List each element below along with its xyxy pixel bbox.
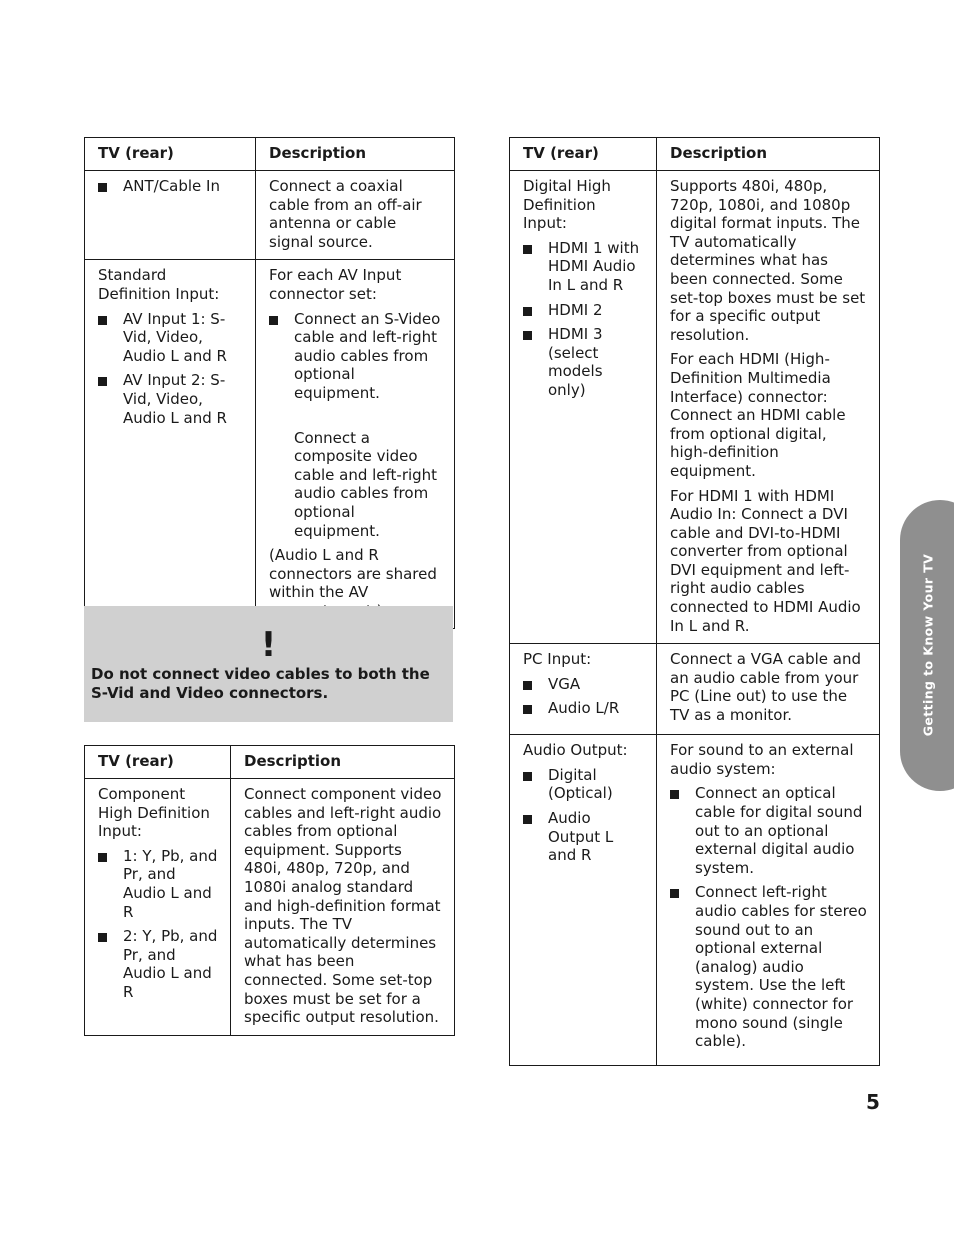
header-description: Description: [256, 138, 455, 171]
table-row: [85, 171, 455, 260]
list-item: Connect an S-Video cable and left-right audio cables from optional equipment.: [269, 310, 442, 403]
table-row: [510, 171, 880, 644]
cell-description: [231, 779, 455, 1036]
table-row: [510, 644, 880, 735]
cell-connector: [85, 171, 256, 260]
list-item: Digital (Optical): [523, 766, 644, 803]
list-item: Audio L/R: [523, 699, 644, 718]
description-text: Connect a VGA cable and an audio cable from your PC (Line out) to use the TV as a monitor.: [670, 650, 862, 725]
list-item: VGA: [523, 675, 644, 694]
list-item: AV Input 1: S-Vid, Video, Audio L and R: [98, 310, 243, 366]
table-header-row: [510, 138, 880, 171]
header-description: Description: [657, 138, 880, 171]
table-header-row: [85, 746, 455, 779]
cell-description: [256, 260, 455, 629]
description-note: (Audio L and R connectors are shared within the AV: [269, 546, 437, 602]
description-intro: For sound to an external audio system:: [670, 741, 854, 778]
description-para-3: For HDMI 1 with HDMI Audio In: Connect a DVI cable and DVI-to-HDMI converter from optional DVI equipment and left-right audio cables connected to HDMI Audio In L and R.: [670, 486, 861, 635]
cell-connector: [510, 735, 657, 1066]
header-tv-rear: TV (rear): [85, 138, 256, 171]
description-text: Connect a coaxial cable from an off-air antenna or cable signal source.: [269, 177, 422, 251]
cell-description: [657, 644, 880, 735]
cell-description: [657, 735, 880, 1066]
page-number: 5: [866, 1090, 880, 1114]
list-item: Connect an optical cable for digital sound out to an optional external digital audio system.: [670, 784, 867, 877]
exclamation-icon: !: [260, 625, 277, 665]
list-item: HDMI 2: [523, 301, 644, 320]
cell-description: [256, 171, 455, 260]
list-item: Connect left-right audio cables for stereo sound out to an optional external (analog) audio system. Use the left (white) connector for mono sound (single cable).: [670, 883, 867, 1050]
list-item-label: HDMI 3: [548, 325, 603, 344]
description-para-1: Supports 480i, 480p, 720p, 1080i, and 1080p digital format inputs. The TV automatically determines what has been connected. Some set-top boxes must be set for a specific output resolution.: [670, 177, 866, 344]
table-tv-rear-3: [509, 137, 880, 1066]
description-text: Connect component video cables and left-right audio cables from optional equipment. Supports 480i, 480p, 720p, and 1080i analog standard and high-definition format inputs. The TV automatically determines what has been connected. Some set-top boxes must be set for a specific output resolution.: [244, 785, 442, 1027]
table-row: [85, 779, 455, 1036]
description-para-2: For each HDMI (High-Definition Multimedia Interface) connector: Connect an HDMI cable from optional digital, high-definition equipment.: [670, 350, 846, 480]
connector-intro: Component High Definition Input:: [98, 785, 210, 841]
list-item: 2: Y, Pb, and Pr, and Audio L and R: [98, 927, 218, 1001]
cell-description: [657, 171, 880, 644]
table-header-row: [85, 138, 455, 171]
connector-intro: Standard Definition Input:: [98, 266, 220, 303]
cell-connector: [510, 171, 657, 644]
warning-box: [84, 606, 453, 722]
list-item: Audio Output L and R: [523, 809, 644, 865]
connector-intro: PC Input:: [523, 650, 592, 669]
connector-intro: Audio Output:: [523, 741, 628, 760]
connector-intro: Digital High Definition Input:: [523, 177, 611, 233]
list-item: 1: Y, Pb, and Pr, and Audio L and R: [98, 847, 218, 921]
description-intro: For each AV Input connector set:: [269, 266, 402, 303]
list-item: HDMI 1 with HDMI Audio In L and R: [523, 239, 644, 295]
chapter-tab-label: Getting to Know Your TV: [920, 553, 936, 737]
cell-connector: [85, 779, 231, 1036]
table-row: [85, 260, 455, 629]
list-item-note: (select models only): [548, 343, 603, 399]
header-tv-rear: TV (rear): [85, 746, 231, 779]
table-row: [510, 735, 880, 1066]
header-description: Description: [231, 746, 455, 779]
table-tv-rear-2: [84, 745, 455, 1036]
description-para: Connect a composite video cable and left-right audio cables from optional equipment.: [294, 428, 438, 540]
cell-connector: [510, 644, 657, 735]
cell-connector: [85, 260, 256, 629]
table-tv-rear-1: [84, 137, 455, 629]
list-item: AV Input 2: S-Vid, Video, Audio L and R: [98, 371, 243, 427]
header-tv-rear: TV (rear): [510, 138, 657, 171]
list-item: [523, 325, 644, 399]
list-item: ANT/Cable In: [98, 177, 243, 196]
warning-text: Do not connect video cables to both the S-Vid and Video connectors.: [91, 665, 430, 702]
